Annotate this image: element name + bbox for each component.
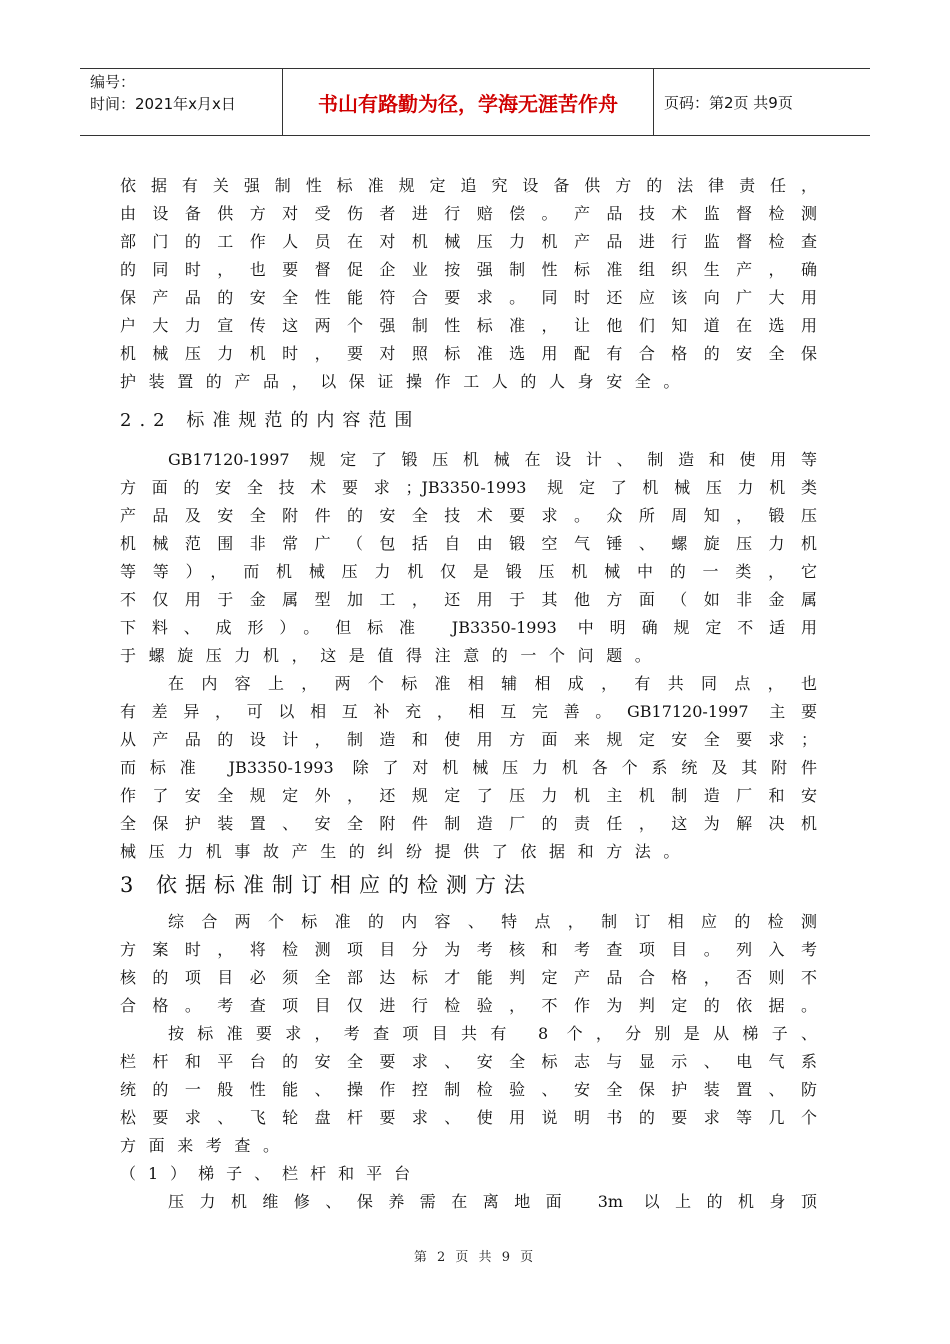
- text-line: 压力机维修、保养需在离地面 3m 以上的机身顶: [168, 1192, 817, 1211]
- text-line: 按标准要求，考查项目共有 8 个，分别是从梯子、: [168, 1024, 817, 1043]
- date-line: 时间：2021年x月x日: [90, 95, 236, 113]
- text-line: 在内容上，两个标准相辅相成，有共同点，也: [168, 674, 817, 693]
- page-header: [80, 68, 870, 136]
- text-line: 从产品的设计，制造和使用方面来规定安全要求；: [120, 730, 817, 749]
- text-line: 方案时，将检测项目分为考核和考查项目。列入考: [120, 940, 817, 959]
- text-line: 有差异，可以相互补充，相互完善。GB17120-1997 主要: [120, 702, 817, 721]
- text-line: 合格。考查项目仅进行检验，不作为判定的依据。: [120, 996, 817, 1015]
- text-line: 部门的工作人员在对机械压力机产品进行监督检查: [120, 232, 817, 251]
- text-line: 于螺旋压力机，这是值得注意的一个问题。: [120, 646, 664, 665]
- text-line: 综合两个标准的内容、特点，制订相应的检测: [168, 912, 817, 931]
- text-line: 下料、成形）。但标准 JB3350-1993 中明确规定不适用: [120, 618, 817, 637]
- doc-number-label: 编号：: [90, 73, 136, 91]
- text-line: 等等），而机械压力机仅是锻压机械中的一类，它: [120, 562, 817, 581]
- text-line: GB17120-1997 规定了锻压机械在设计、制造和使用等: [168, 450, 817, 469]
- header-meta-cell: [80, 69, 283, 135]
- text-line: 护装置的产品，以保证操作工人的人身安全。: [120, 372, 693, 391]
- header-motto: 书山有路勤为径，学海无涯苦作舟: [283, 69, 654, 135]
- text-line: 方面的安全技术要求；JB3350-1993 规定了机械压力机类: [120, 478, 817, 497]
- list-item-heading: （1）梯子、栏杆和平台: [120, 1164, 423, 1183]
- section-heading-2-2: 2.2 标准规范的内容范围: [120, 410, 421, 431]
- text-line: 由设备供方对受伤者进行赔偿。产品技术监督检测: [120, 204, 817, 223]
- text-line: 核的项目必须全部达标才能判定产品合格，否则不: [120, 968, 817, 987]
- text-line: 而标准 JB3350-1993 除了对机械压力机各个系统及其附件: [120, 758, 817, 777]
- text-line: 机械压力机时，要对照标准选用配有合格的安全保: [120, 344, 817, 363]
- text-line: 统的一般性能、操作控制检验、安全保护装置、防: [120, 1080, 817, 1099]
- text-line: 保产品的安全性能符合要求。同时还应该向广大用: [120, 288, 817, 307]
- text-line: 方面来考查。: [120, 1136, 292, 1155]
- text-line: 全保护装置、安全附件制造厂的责任，这为解决机: [120, 814, 817, 833]
- body-content: [120, 172, 817, 1216]
- page-footer: 第 2 页 共 9 页: [413, 1250, 537, 1265]
- header-page-info: 页码：第2页 共9页: [664, 93, 793, 112]
- text-line: 依据有关强制性标准规定追究设备供方的法律责任，: [120, 176, 817, 195]
- text-line: 的同时，也要督促企业按强制性标准组织生产，确: [120, 260, 817, 279]
- text-line: 不仅用于金属型加工，还用于其他方面（如非金属: [120, 590, 817, 609]
- text-line: 栏杆和平台的安全要求、安全标志与显示、电气系: [120, 1052, 817, 1071]
- text-line: 机械范围非常广（包括自由锻空气锤、螺旋压力机: [120, 534, 817, 553]
- text-line: 户大力宣传这两个强制性标准，让他们知道在选用: [120, 316, 817, 335]
- text-line: 作了安全规定外，还规定了压力机主机制造厂和安: [120, 786, 817, 805]
- text-line: 松要求、飞轮盘杆要求、使用说明书的要求等几个: [120, 1108, 817, 1127]
- text-line: 产品及安全附件的安全技术要求。众所周知，锻压: [120, 506, 817, 525]
- text-line: 械压力机事故产生的纠纷提供了依据和方法。: [120, 842, 693, 861]
- section-heading-3: 3 依据标准制订相应的检测方法: [120, 873, 534, 897]
